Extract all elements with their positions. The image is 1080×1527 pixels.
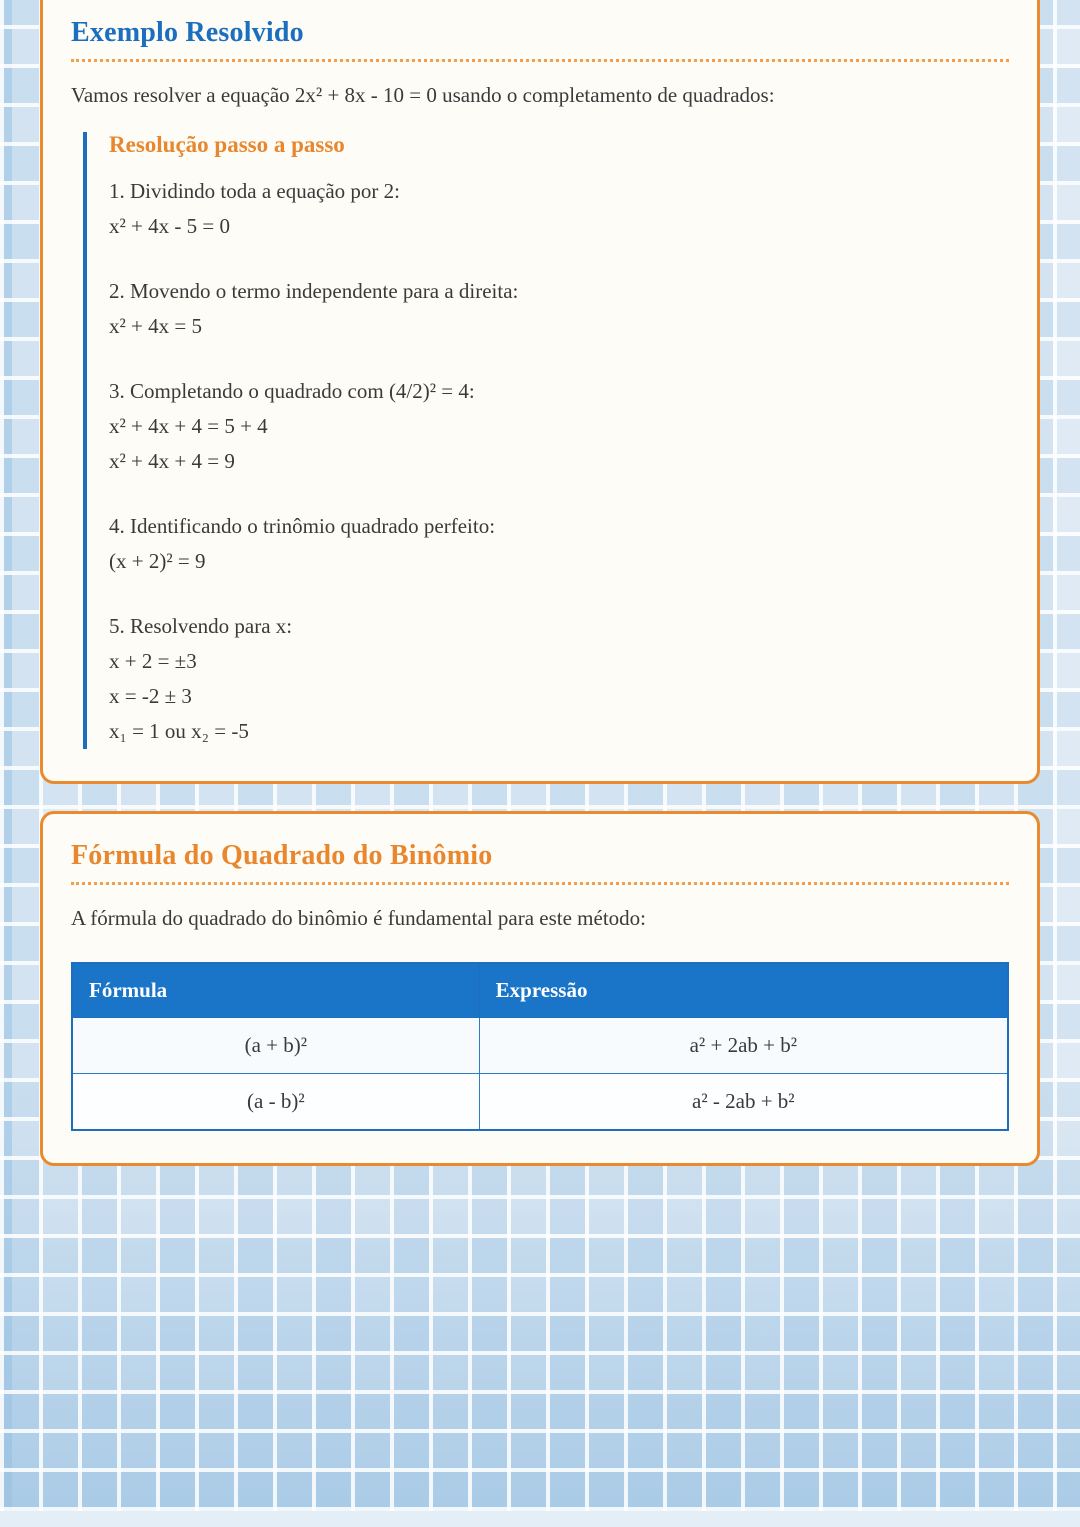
formula-intro-text: A fórmula do quadrado do binômio é fundamental para este método: — [71, 905, 647, 930]
step-label: 1. Dividindo toda a equação por 2: — [109, 178, 401, 203]
equation-line: (x + 2)² = 9 — [109, 548, 206, 573]
table-cell: a² + 2ab + b² — [479, 1018, 1008, 1074]
solution-step — [109, 609, 1009, 749]
equation-line: x² + 4x - 5 = 0 — [109, 213, 230, 238]
solved-example-card — [40, 0, 1040, 784]
formula-card-title: Fórmula do Quadrado do Binômio — [71, 839, 493, 871]
table-cell: a² - 2ab + b² — [479, 1074, 1008, 1131]
solution-step — [109, 174, 1009, 244]
step-label: 4. Identificando o trinômio quadrado perfeito: — [109, 513, 496, 538]
dotted-divider — [71, 882, 1009, 885]
formula-table-body — [72, 1018, 1008, 1131]
equation-line: x₁ = 1 ou x₂ = -5 — [109, 718, 249, 743]
table-header-expression: Expressão — [479, 963, 1008, 1018]
step-label: 3. Completando o quadrado com (4/2)² = 4: — [109, 378, 475, 403]
dotted-divider — [71, 59, 1009, 62]
equation-line: x² + 4x = 5 — [109, 313, 202, 338]
solution-step — [109, 374, 1009, 479]
formula-table-header-row — [72, 963, 1008, 1018]
equation-line: x² + 4x + 4 = 9 — [109, 448, 235, 473]
example-intro-text: Vamos resolver a equação 2x² + 8x - 10 = 0 usando o completamento de quadrados: — [71, 83, 775, 107]
formula-table — [71, 962, 1009, 1131]
step-label: 2. Movendo o termo independente para a direita: — [109, 278, 519, 303]
table-cell: (a + b)² — [72, 1018, 479, 1074]
table-header-formula: Fórmula — [72, 963, 479, 1018]
example-card-title: Exemplo Resolvido — [71, 17, 304, 48]
solution-step — [109, 509, 1009, 579]
step-label: 5. Resolvendo para x: — [109, 613, 293, 638]
equation-line: x + 2 = ±3 — [109, 648, 197, 673]
equation-line: x² + 4x + 4 = 5 + 4 — [109, 413, 268, 438]
equation-line: x = -2 ± 3 — [109, 683, 192, 708]
steps-block-title: Resolução passo a passo — [109, 131, 345, 157]
solution-step — [109, 274, 1009, 344]
table-row — [72, 1074, 1008, 1131]
steps-block — [83, 132, 1009, 749]
table-row — [72, 1018, 1008, 1074]
binomial-formula-card — [40, 811, 1040, 1167]
table-cell: (a - b)² — [72, 1074, 479, 1131]
steps-list — [109, 174, 1009, 749]
